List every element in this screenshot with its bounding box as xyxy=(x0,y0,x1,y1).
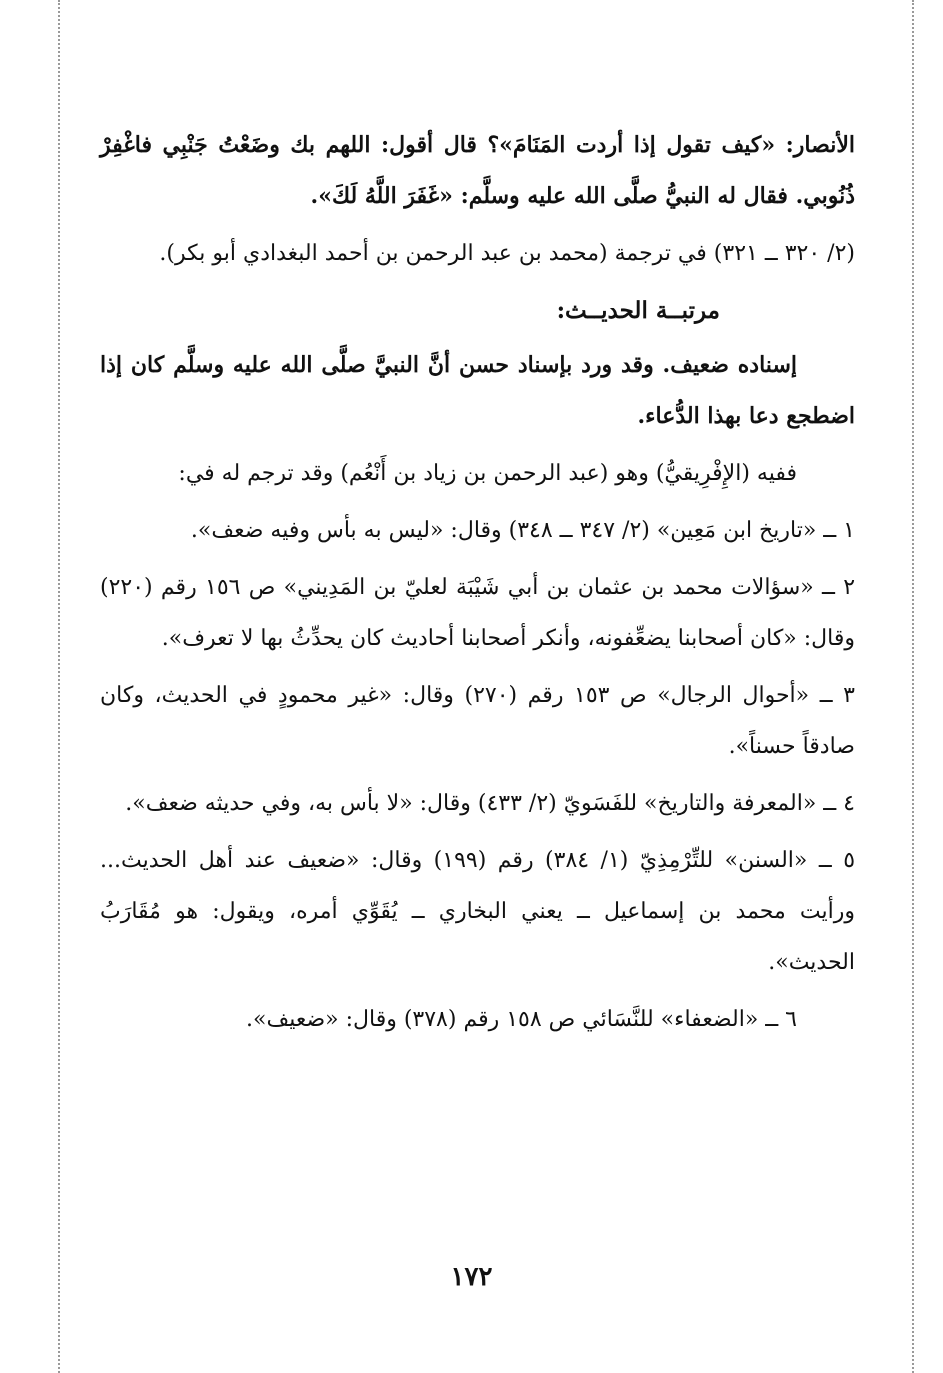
page-body xyxy=(100,120,855,1051)
reference-item-3: ٣ ــ «أحوال الرجال» ص ١٥٣ رقم (٢٧٠) وقال: «غير محمودٍ في الحديث، وكان صادقاً حسناً». xyxy=(100,683,855,759)
narrator-intro-paragraph: ففيه (الإِفْرِيقيُّ) وهو (عبد الرحمن بن زياد بن أَنْعُم) وقد ترجم له في: xyxy=(178,461,797,486)
reference-item-5: ٥ ــ «السنن» للتِّرْمِذِيّ (١/ ٣٨٤) رقم (١٩٩) وقال: «ضعيف عند أهل الحديث... ورأيت محمد بن إسماعيل ــ يعني البخاري ــ يُقَوِّي أمره، ويقول: هو مُقَارَبُ الحديث». xyxy=(100,848,856,975)
source-reference-paragraph: (٢/ ٣٢٠ ــ ٣٢١) في ترجمة (محمد بن عبد الرحمن بن أحمد البغدادي أبو بكر). xyxy=(159,241,855,266)
section-heading: مرتبــة الحديــث: xyxy=(556,297,720,324)
hadith-text-paragraph: الأنصار: «كيف تقول إذا أردت المَنَامَ»؟ قال أقول: اللهم بك وضَعْتُ جَنْبِي فاغْفِرْ ذُنُوبي. فقال له النبيُّ صلَّى الله عليه وسلَّم: «غَفَرَ اللَّهُ لَكَ». xyxy=(100,132,855,209)
right-margin-dotted-line xyxy=(912,0,914,1373)
reference-item-1: ١ ــ «تاريخ ابن مَعِين» (٢/ ٣٤٧ ــ ٣٤٨) وقال: «ليس به بأس وفيه ضعف». xyxy=(190,518,855,543)
left-margin-dotted-line xyxy=(58,0,60,1373)
grading-paragraph: إسناده ضعيف. وقد ورد بإسناد حسن أنَّ النبيَّ صلَّى الله عليه وسلَّم كان إذا اضطجع دعا بهذا الدُّعاء. xyxy=(100,352,855,429)
page-number: ١٧٢ xyxy=(450,1262,493,1292)
reference-item-6: ٦ ــ «الضعفاء» للنَّسَائي ص ١٥٨ رقم (٣٧٨) وقال: «ضعيف». xyxy=(245,1007,797,1032)
reference-item-2: ٢ ــ «سؤالات محمد بن عثمان بن أبي شَيْبَة لعليّ بن المَدِيني» ص ١٥٦ رقم (٢٢٠) وقال: «كان أصحابنا يضعِّفونه، وأنكر أصحابنا أحاديث كان يحدِّثُ بها لا تعرف». xyxy=(100,575,856,651)
reference-item-4: ٤ ــ «المعرفة والتاريخ» للفَسَويّ (٢/ ٤٣٣) وقال: «لا بأس به، وفي حديثه ضعف». xyxy=(125,791,855,816)
